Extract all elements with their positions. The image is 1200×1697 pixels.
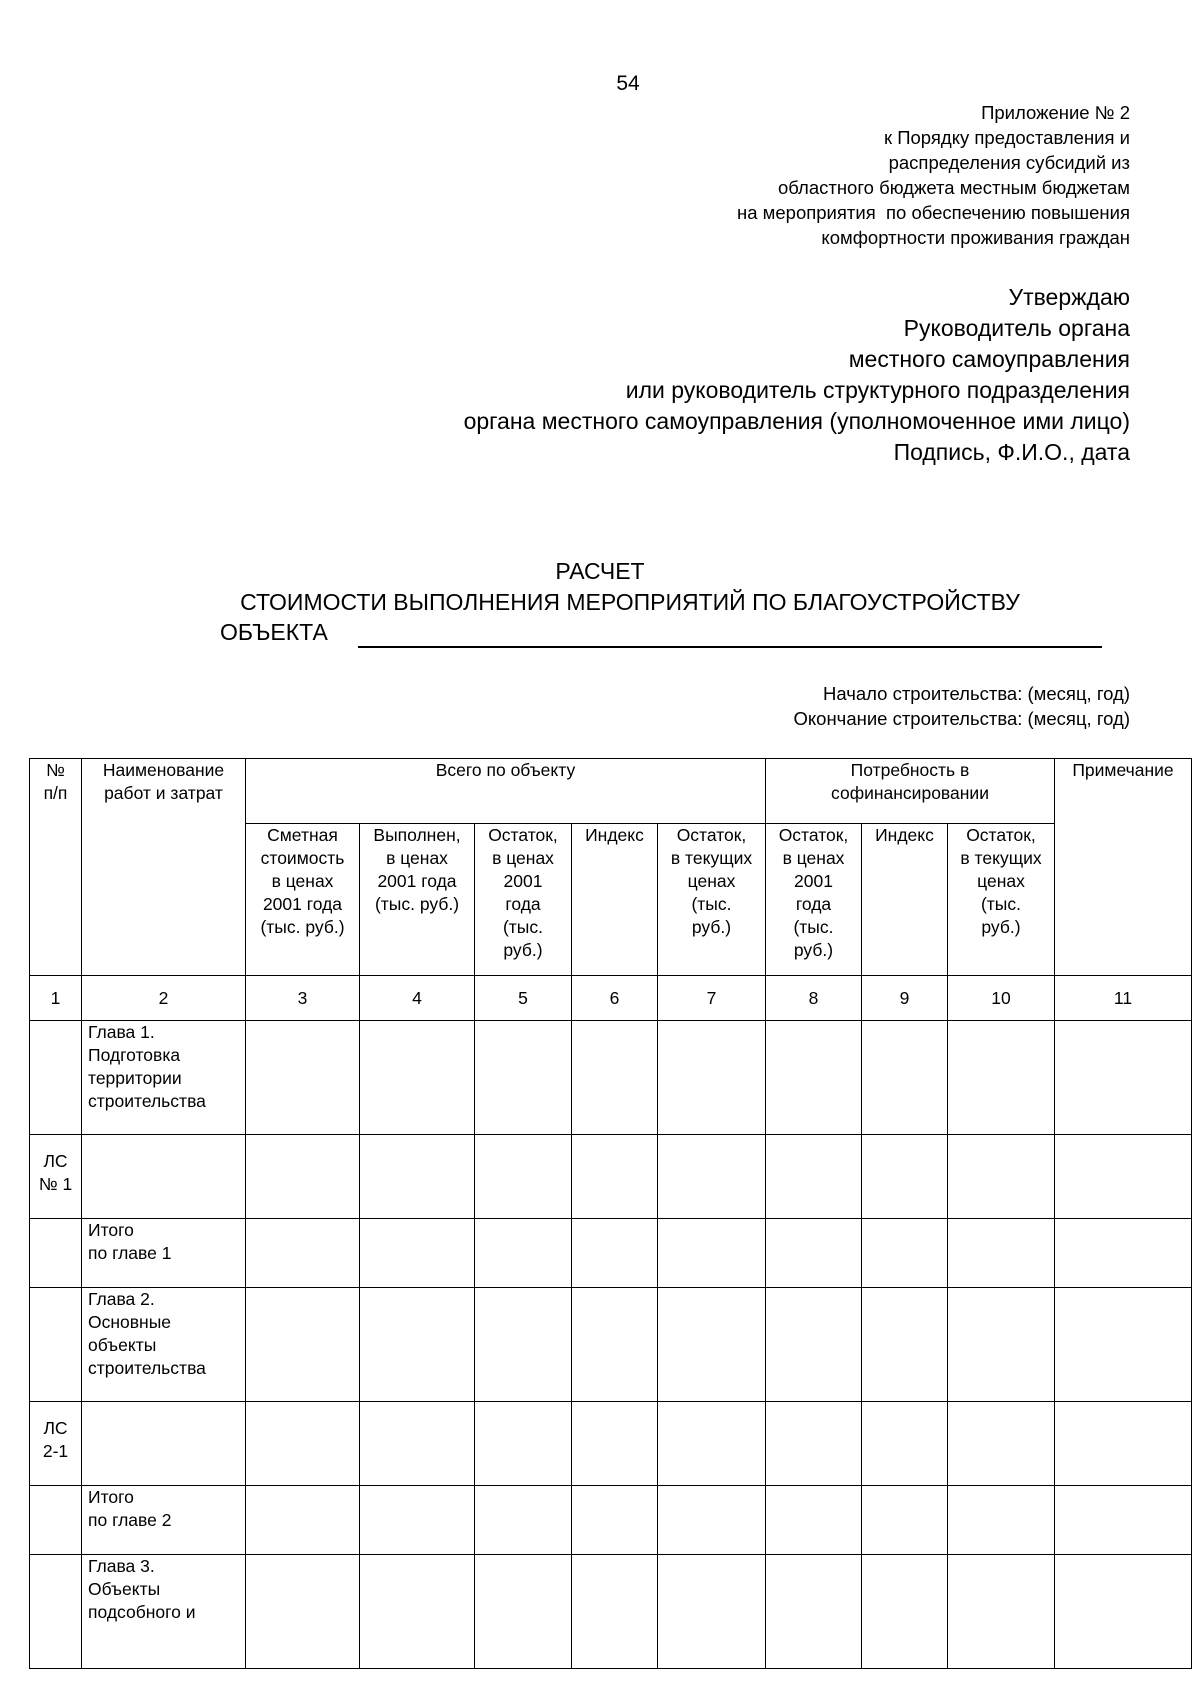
title-line-1: РАСЧЕТ: [555, 558, 645, 584]
data-cell[interactable]: [658, 1288, 766, 1402]
data-cell[interactable]: [246, 1135, 360, 1219]
data-cell[interactable]: [658, 1486, 766, 1555]
data-cell[interactable]: [766, 1402, 862, 1486]
data-cell[interactable]: [572, 1486, 658, 1555]
header-num: № п/п: [30, 759, 82, 976]
approval-line: местного самоуправления: [848, 346, 1130, 372]
header-remainder-current: Остаток, в текущих ценах (тыс. руб.): [658, 824, 766, 976]
data-cell[interactable]: [862, 1555, 948, 1669]
table-row: [30, 1555, 1192, 1669]
row-name-cell: [82, 1135, 246, 1219]
column-number: 2: [82, 976, 246, 1021]
data-cell[interactable]: [948, 1288, 1055, 1402]
row-name-cell: Глава 1. Подготовка территории строительства: [82, 1021, 246, 1135]
row-num-cell: [30, 1021, 82, 1135]
data-cell[interactable]: [766, 1555, 862, 1669]
data-cell[interactable]: [1055, 1219, 1192, 1288]
data-cell[interactable]: [658, 1135, 766, 1219]
header-estimate-2001: Сметная стоимость в ценах 2001 года (тыс. руб.): [246, 824, 360, 976]
approval-block: [464, 282, 1130, 468]
annex-line: к Порядку предоставления и: [883, 127, 1130, 148]
row-num-cell: [30, 1288, 82, 1402]
data-cell[interactable]: [246, 1219, 360, 1288]
data-cell[interactable]: [475, 1486, 572, 1555]
data-cell[interactable]: [862, 1486, 948, 1555]
object-name-blank[interactable]: [358, 646, 1102, 648]
annex-line: комфортности проживания граждан: [821, 227, 1130, 248]
row-name-cell: Итого по главе 2: [82, 1486, 246, 1555]
table-row: [30, 1402, 1192, 1486]
data-cell[interactable]: [862, 1402, 948, 1486]
data-cell[interactable]: [475, 1219, 572, 1288]
data-cell[interactable]: [1055, 1288, 1192, 1402]
header-cofin-remainder-current: Остаток, в текущих ценах (тыс. руб.): [948, 824, 1055, 976]
data-cell[interactable]: [948, 1219, 1055, 1288]
data-cell[interactable]: [948, 1021, 1055, 1135]
data-cell[interactable]: [572, 1219, 658, 1288]
data-cell[interactable]: [1055, 1402, 1192, 1486]
approval-line: Подпись, Ф.И.О., дата: [893, 439, 1130, 465]
annex-line: распределения субсидий из: [888, 152, 1130, 173]
data-cell[interactable]: [246, 1288, 360, 1402]
table-row: [30, 1219, 1192, 1288]
data-cell[interactable]: [475, 1021, 572, 1135]
data-cell[interactable]: [948, 1555, 1055, 1669]
data-cell[interactable]: [572, 1021, 658, 1135]
column-number: 8: [766, 976, 862, 1021]
approval-line: Руководитель органа: [903, 315, 1130, 341]
table-row: [30, 1486, 1192, 1555]
data-cell[interactable]: [658, 1555, 766, 1669]
column-numbers-row: [30, 976, 1192, 1021]
construction-end: Окончание строительства: (месяц, год): [793, 708, 1130, 729]
annex-line: Приложение № 2: [981, 102, 1130, 123]
approval-line: или руководитель структурного подразделения: [625, 377, 1130, 403]
document-title: [0, 556, 1200, 618]
column-number: 10: [948, 976, 1055, 1021]
data-cell[interactable]: [246, 1486, 360, 1555]
header-index: Индекс: [572, 824, 658, 976]
data-cell[interactable]: [1055, 1486, 1192, 1555]
column-number: 1: [30, 976, 82, 1021]
data-cell[interactable]: [475, 1135, 572, 1219]
construction-start: Начало строительства: (месяц, год): [822, 683, 1130, 704]
data-cell[interactable]: [766, 1486, 862, 1555]
table-row: [30, 1135, 1192, 1219]
data-cell[interactable]: [572, 1135, 658, 1219]
annex-reference: [737, 100, 1130, 250]
header-remainder-2001: Остаток, в ценах 2001 года (тыс. руб.): [475, 824, 572, 976]
column-number: 3: [246, 976, 360, 1021]
data-cell[interactable]: [572, 1402, 658, 1486]
data-cell[interactable]: [246, 1021, 360, 1135]
data-cell[interactable]: [360, 1135, 475, 1219]
data-cell[interactable]: [766, 1219, 862, 1288]
data-cell[interactable]: [360, 1486, 475, 1555]
data-cell[interactable]: [1055, 1555, 1192, 1669]
row-num-cell: [30, 1219, 82, 1288]
data-cell[interactable]: [1055, 1135, 1192, 1219]
column-number: 11: [1055, 976, 1192, 1021]
column-number: 4: [360, 976, 475, 1021]
data-cell[interactable]: [948, 1135, 1055, 1219]
header-name: Наименование работ и затрат: [82, 759, 246, 976]
header-cofin-remainder-2001: Остаток, в ценах 2001 года (тыс. руб.): [766, 824, 862, 976]
header-total: Всего по объекту: [246, 759, 766, 824]
column-number: 5: [475, 976, 572, 1021]
data-cell[interactable]: [246, 1555, 360, 1669]
data-cell[interactable]: [475, 1288, 572, 1402]
data-cell[interactable]: [862, 1288, 948, 1402]
data-cell[interactable]: [360, 1219, 475, 1288]
approval-line: Утверждаю: [1008, 284, 1130, 310]
column-number: 9: [862, 976, 948, 1021]
page-number: 54: [616, 72, 640, 95]
data-cell[interactable]: [658, 1021, 766, 1135]
data-cell[interactable]: [475, 1555, 572, 1669]
data-cell[interactable]: [360, 1402, 475, 1486]
row-name-cell: [82, 1402, 246, 1486]
data-cell[interactable]: [948, 1486, 1055, 1555]
object-label: ОБЪЕКТА: [220, 619, 328, 645]
row-num-cell: [30, 1555, 82, 1669]
title-line-2: СТОИМОСТИ ВЫПОЛНЕНИЯ МЕРОПРИЯТИЙ ПО БЛАГОУСТРОЙСТВУ: [240, 589, 1020, 615]
header-cofin-index: Индекс: [862, 824, 948, 976]
row-name-cell: Глава 3. Объекты подсобного и: [82, 1555, 246, 1669]
header-row-top: [30, 759, 1192, 824]
data-cell[interactable]: [766, 1288, 862, 1402]
data-cell[interactable]: [475, 1402, 572, 1486]
data-cell[interactable]: [360, 1021, 475, 1135]
annex-line: областного бюджета местным бюджетам: [777, 177, 1130, 198]
construction-dates: [793, 681, 1130, 731]
row-num-cell: [30, 1486, 82, 1555]
data-cell[interactable]: [658, 1402, 766, 1486]
row-num-cell: ЛС № 1: [30, 1135, 82, 1219]
data-cell[interactable]: [766, 1135, 862, 1219]
row-name-cell: Глава 2. Основные объекты строительства: [82, 1288, 246, 1402]
data-cell[interactable]: [572, 1555, 658, 1669]
header-note: Примечание: [1055, 759, 1192, 976]
column-number: 6: [572, 976, 658, 1021]
header-cofinance: Потребность в софинансировании: [766, 759, 1055, 824]
data-cell[interactable]: [862, 1021, 948, 1135]
table-row: [30, 1288, 1192, 1402]
table-row: [30, 1021, 1192, 1135]
header-done-2001: Выполнен, в ценах 2001 года (тыс. руб.): [360, 824, 475, 976]
data-cell[interactable]: [766, 1021, 862, 1135]
approval-line: органа местного самоуправления (уполномоченное ими лицо): [463, 408, 1130, 434]
annex-line: на мероприятия по обеспечению повышения: [737, 202, 1130, 223]
row-name-cell: Итого по главе 1: [82, 1219, 246, 1288]
data-cell[interactable]: [862, 1135, 948, 1219]
row-num-cell: ЛС 2-1: [30, 1402, 82, 1486]
data-cell[interactable]: [1055, 1021, 1192, 1135]
cost-calculation-table: [29, 758, 1192, 1669]
data-cell[interactable]: [948, 1402, 1055, 1486]
data-cell[interactable]: [572, 1288, 658, 1402]
data-cell[interactable]: [862, 1219, 948, 1288]
data-cell[interactable]: [360, 1288, 475, 1402]
column-number: 7: [658, 976, 766, 1021]
data-cell[interactable]: [246, 1402, 360, 1486]
data-cell[interactable]: [658, 1219, 766, 1288]
data-cell[interactable]: [360, 1555, 475, 1669]
